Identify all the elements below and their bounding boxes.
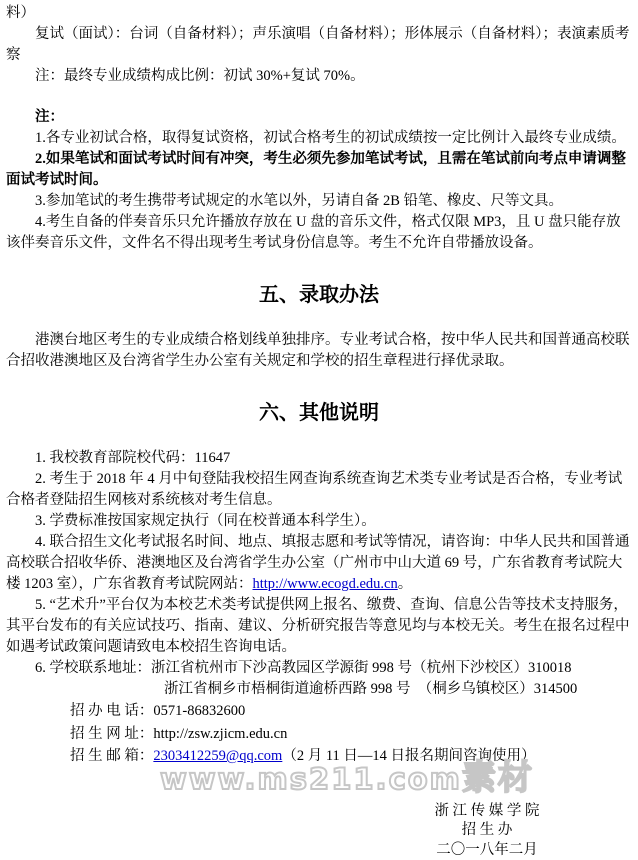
phone-line: [70, 700, 632, 723]
section-5-body: 港澳台地区考生的专业成绩合格划线单独排序。专业考试合格，按中华人民共和国普通高校联合招收港澳地区及台湾省学生办公室有关规定和学校的招生章程进行择优录取。: [6, 330, 632, 372]
address-hangzhou: 浙江省杭州市下沙高教园区学源街 998 号（杭州下沙校区）310018: [151, 660, 572, 676]
s6-item-4: [6, 532, 632, 595]
office-name: 招 生 办: [378, 821, 596, 841]
signature-block: [378, 802, 596, 860]
section-5-title: 五、录取办法: [6, 282, 632, 308]
s6-item-3: 3. 学费标准按国家规定执行（同在校普通本科学生）。: [6, 511, 632, 532]
spacer: [6, 87, 632, 107]
phone-label: 招 办 电 话：: [70, 703, 153, 719]
org-name: 浙 江 传 媒 学 院: [378, 802, 596, 822]
email-note: （2 月 11 日—14 日报名期间咨询使用）: [282, 748, 535, 764]
signature-date: 二〇一八年二月: [378, 841, 596, 860]
watermark-suffix: 素材: [462, 758, 534, 798]
website-url: http://zsw.zjicm.edu.cn: [153, 726, 287, 742]
s6-item-1: 1. 我校教育部院校代码：11647: [6, 448, 632, 469]
email-line: [70, 745, 632, 768]
email-label: 招 生 邮 箱：: [70, 748, 153, 764]
note-item-3: 3.参加笔试的考生携带考试规定的水笔以外，另请自备 2B 铅笔、橡皮、尺等文具。: [6, 191, 632, 212]
note-item-2: 2.如果笔试和面试考试时间有冲突，考生必须先参加笔试考试，且需在笔试前向考点申请调整面试考试时间。: [6, 149, 632, 191]
address-tongxiang: 浙江省桐乡市梧桐街道逾桥西路 998 号 （桐乡乌镇校区）314500: [164, 679, 632, 700]
s6-item-4-period: 。: [398, 576, 413, 592]
retest-paragraph: 复试（面试）：台词（自备材料）；声乐演唱（自备材料）；形体展示（自备材料）；表演素质考察: [6, 24, 632, 66]
s6-item-2: 2. 考生于 2018 年 4 月中旬登陆我校招生网查询系统查询艺术类专业考试是否合格，专业考试合格者登陆招生网核对系统核对考生信息。: [6, 469, 632, 511]
note-item-1: 1.各专业初试合格，取得复试资格，初试合格考生的初试成绩按一定比例计入最终专业成绩。: [6, 128, 632, 149]
s6-item-4-text: 4. 联合招生文化考试报名时间、地点、填报志愿和考试等情况，请咨询：中华人民共和国普通高校联合招收华侨、港澳地区及台湾省学生办公室（广州市中山大道 69 号，广东省教育考试院大楼 1203 室），广东省教育考试院网站：: [6, 534, 630, 592]
website-line: [70, 723, 632, 746]
email-link[interactable]: 2303412259@qq.com: [153, 748, 282, 764]
ecogd-website-link[interactable]: http://www.ecogd.edu.cn: [253, 576, 398, 592]
section-6-title: 六、其他说明: [6, 400, 632, 426]
s6-item-5: 5. “艺术升”平台仅为本校艺术类考试提供网上报名、缴费、查询、信息公告等技术支持服务，其平台发布的有关应试技巧、指南、建议、分析研究报告等意见均与本校无关。考生在报名过程中如遇考试政策问题请致电本校招生咨询电话。: [6, 595, 632, 658]
watermark-url: www.ms211.com: [160, 762, 462, 796]
note-item-4: 4.考生自备的伴奏音乐只允许播放存放在 U 盘的音乐文件，格式仅限 MP3，且 U 盘只能存放该伴奏音乐文件，文件名不得出现考生考试身份信息等。考生不允许自带播放设备。: [6, 212, 632, 254]
carryover-line: 料）: [6, 3, 632, 24]
website-label: 招 生 网 址：: [70, 726, 153, 742]
s6-item-6: [6, 658, 632, 679]
phone-number: 0571-86832600: [153, 703, 245, 719]
notes-label: 注：: [6, 107, 632, 128]
school-address-label: 6. 学校联系地址：: [35, 660, 151, 676]
score-ratio-note: 注：最终专业成绩构成比例：初试 30%+复试 70%。: [6, 66, 632, 87]
